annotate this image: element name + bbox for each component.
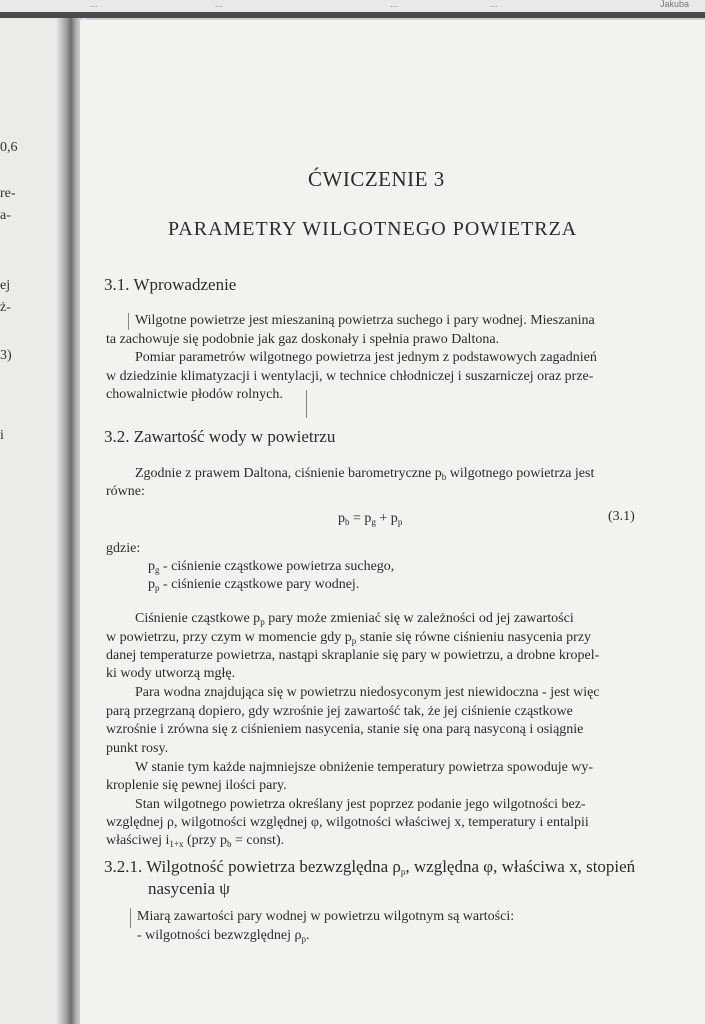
top-tab: Jakuba [660, 0, 690, 9]
text-line: kroplenie się pewnej ilości pary. [106, 778, 287, 793]
text-line: Zgodnie z prawem Daltona, ciśnienie barometryczne $p_b$ wilgotnego powietrza jest [135, 466, 595, 482]
previous-page [0, 18, 62, 1024]
margin-fragment: 0,6 [0, 140, 18, 155]
text-line: Ciśnienie cząstkowe $p_p$ pary może zmieniać się w zależności od jej zawartości [135, 611, 574, 627]
margin-mark [128, 313, 129, 330]
section-heading-3-2: 3.2. Zawartość wody w powietrzu [104, 427, 336, 446]
text-line: w dziedzinie klimatyzacji i wentylacji, w technice chłodniczej i suszarniczej oraz prze- [106, 369, 594, 384]
equation-number: (3.1) [608, 509, 635, 524]
text-line: właściwej $i_{1+x}$ (przy $p_b$ = const). [106, 833, 285, 849]
text-line: gdzie: [106, 541, 141, 556]
section-heading-3-1: 3.1. Wprowadzenie [104, 275, 237, 294]
text-line: Stan wilgotnego powietrza określany jest poprzez podanie jego wilgotności bez- [135, 797, 586, 812]
margin-mark [306, 390, 307, 418]
text-line: ki wody utworzą mgłę. [106, 666, 236, 681]
text-line: względnej ρ, wilgotności względnej φ, wilgotności właściwej x, temperatury i entalpii [106, 815, 589, 830]
margin-mark [130, 908, 131, 928]
text-line: Para wodna znajdująca się w powietrzu niedosyconym jest niewidoczna - jest więc [135, 685, 600, 700]
section-heading-3-2-1-cont: nasycenia ψ [148, 879, 230, 898]
margin-fragment: ż- [0, 300, 11, 315]
text-line: w powietrzu, przy czym w momencie gdy $p_p$ stanie się równe ciśnieniu nasycenia przy [106, 630, 592, 646]
definition-line: $p_g$ - ciśnienie cząstkowe powietrza suchego, [148, 559, 395, 575]
text-line: równe: [106, 484, 145, 499]
text-line: W stanie tym każde najmniejsze obniżenie temperatury powietrza spowoduje wy- [135, 760, 594, 775]
top-tab: ... [490, 0, 498, 9]
top-strip [0, 0, 705, 18]
top-tab: ... [90, 0, 98, 9]
top-tab: ... [215, 0, 223, 9]
text-line: punkt rosy. [106, 741, 169, 756]
margin-fragment: ej [0, 278, 11, 293]
margin-fragment: 3) [0, 348, 12, 363]
text-line: Wilgotne powietrze jest mieszaniną powietrza suchego i pary wodnej. Mieszanina [135, 313, 595, 328]
margin-fragment: re- [0, 186, 16, 201]
margin-fragment: i [0, 428, 4, 443]
definition-line: $p_p$ - ciśnienie cząstkowe pary wodnej. [148, 577, 360, 593]
text-line: parą przegrzaną dopiero, gdy wzrośnie jej zawartość tak, że jej ciśnienie cząstkowe [106, 704, 573, 719]
text-line: chowalnictwie płodów rolnych. [106, 387, 283, 402]
text-line: danej temperaturze powietrza, nastąpi skraplanie się pary w powietrzu, a drobne kropel- [106, 648, 600, 663]
page-title: PARAMETRY WILGOTNEGO POWIETRZA [168, 218, 578, 240]
text-line: Miarą zawartości pary wodnej w powietrzu wilgotnym są wartości: [137, 909, 515, 924]
text-line: - wilgotności bezwzględnej $\rho_p$. [137, 928, 310, 944]
top-tab: ... [390, 0, 398, 9]
margin-fragment: a- [0, 208, 11, 223]
text-line: Pomiar parametrów wilgotnego powietrza jest jednym z podstawowych zagadnień [135, 350, 597, 365]
section-heading-3-2-1: 3.2.1. Wilgotność powietrza bezwzględna $\rho_p$, względna φ, właściwa x, stopień [104, 857, 636, 877]
document-page [80, 20, 705, 1024]
chapter-heading: ĆWICZENIE 3 [308, 167, 445, 191]
text-line: wzrośnie i zrówna się z ciśnieniem nasycenia, stanie się ona parą nasyconą i osiągnie [106, 722, 584, 737]
text-line: ta zachowuje się podobnie jak gaz doskonały i spełnia prawo Daltona. [106, 332, 500, 347]
equation-3-1: $p_b = p_g + p_p$ [338, 511, 403, 527]
